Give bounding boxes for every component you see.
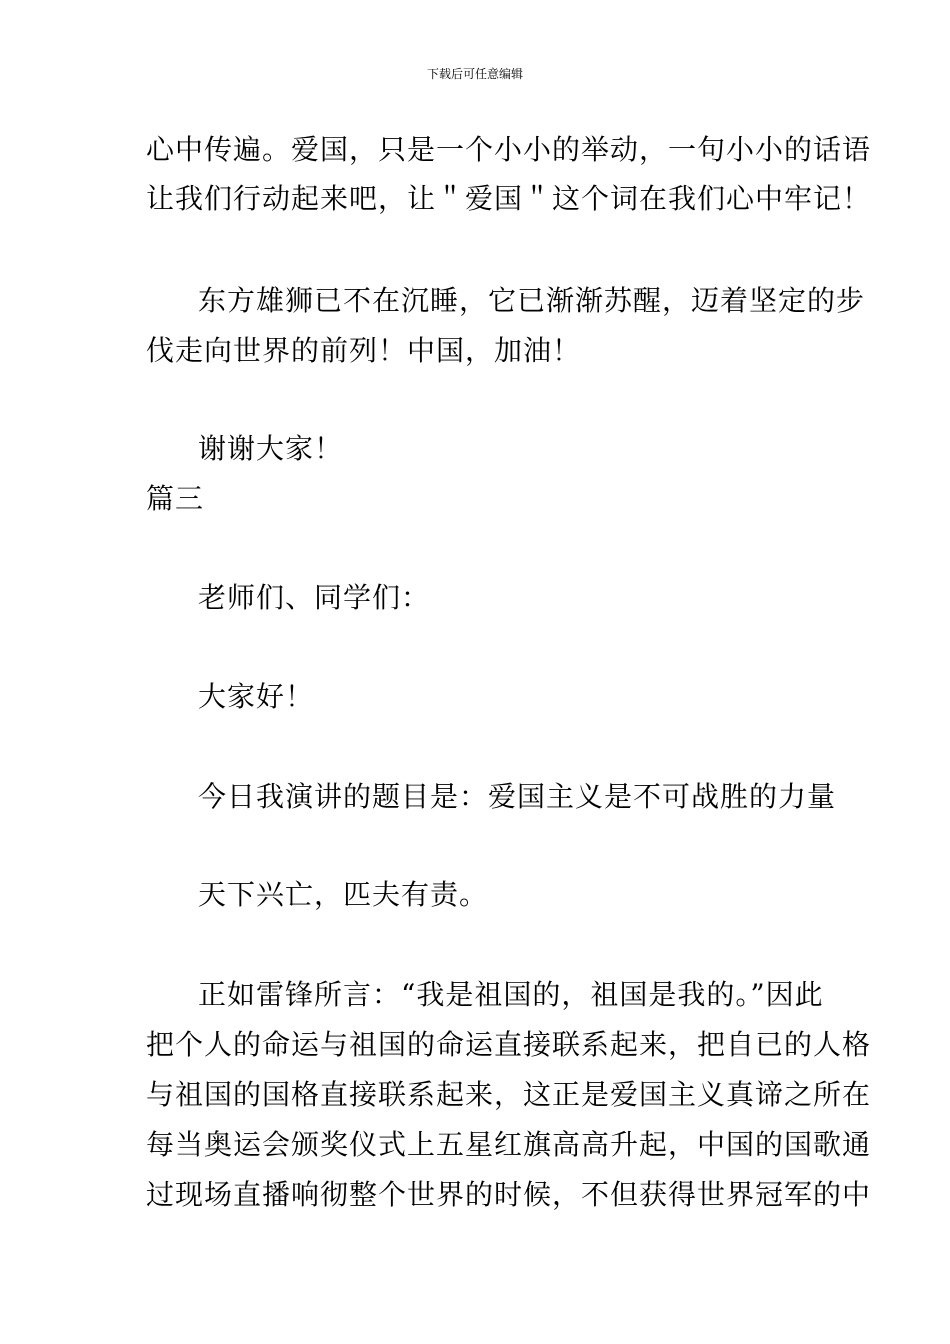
salutation-line: 老师们、同学们：	[198, 581, 431, 614]
greeting-line: 大家好！	[198, 680, 315, 713]
paragraph-line: 天下兴亡，匹夫有责。	[198, 878, 489, 911]
section-heading: 篇三	[146, 482, 205, 515]
paragraph-line: 与祖国的国格直接联系起来，这正是爱国主义真谛之所在	[146, 1078, 872, 1111]
paragraph-line: 过现场直播响彻整个世界的时候，不但获得世界冠军的中	[146, 1178, 872, 1211]
paragraph-line: 让我们行动起来吧，让＂爱国＂这个词在我们心中牢记！	[146, 182, 872, 215]
paragraph-line: 正如雷锋所言：“我是祖国的，祖国是我的。”因此	[198, 978, 824, 1011]
paragraph-line: 今日我演讲的题目是：爱国主义是不可战胜的力量	[198, 780, 837, 813]
paragraph-line: 谢谢大家！	[198, 432, 344, 465]
paragraph-line: 每当奥运会颁奖仪式上五星红旗高高升起，中国的国歌通	[146, 1128, 872, 1161]
paragraph-line: 把个人的命运与祖国的命运直接联系起来，把自已的人格	[146, 1028, 872, 1061]
paragraph-line: 伐走向世界的前列！中国，加油！	[146, 334, 582, 367]
page-header: 下载后可任意编辑	[426, 67, 523, 81]
paragraph-line: 东方雄狮已不在沉睡，它已渐渐苏醒，迈着坚定的步	[198, 284, 866, 317]
paragraph-line: 心中传遍。爱国，只是一个小小的举动，一句小小的话语	[146, 133, 872, 166]
